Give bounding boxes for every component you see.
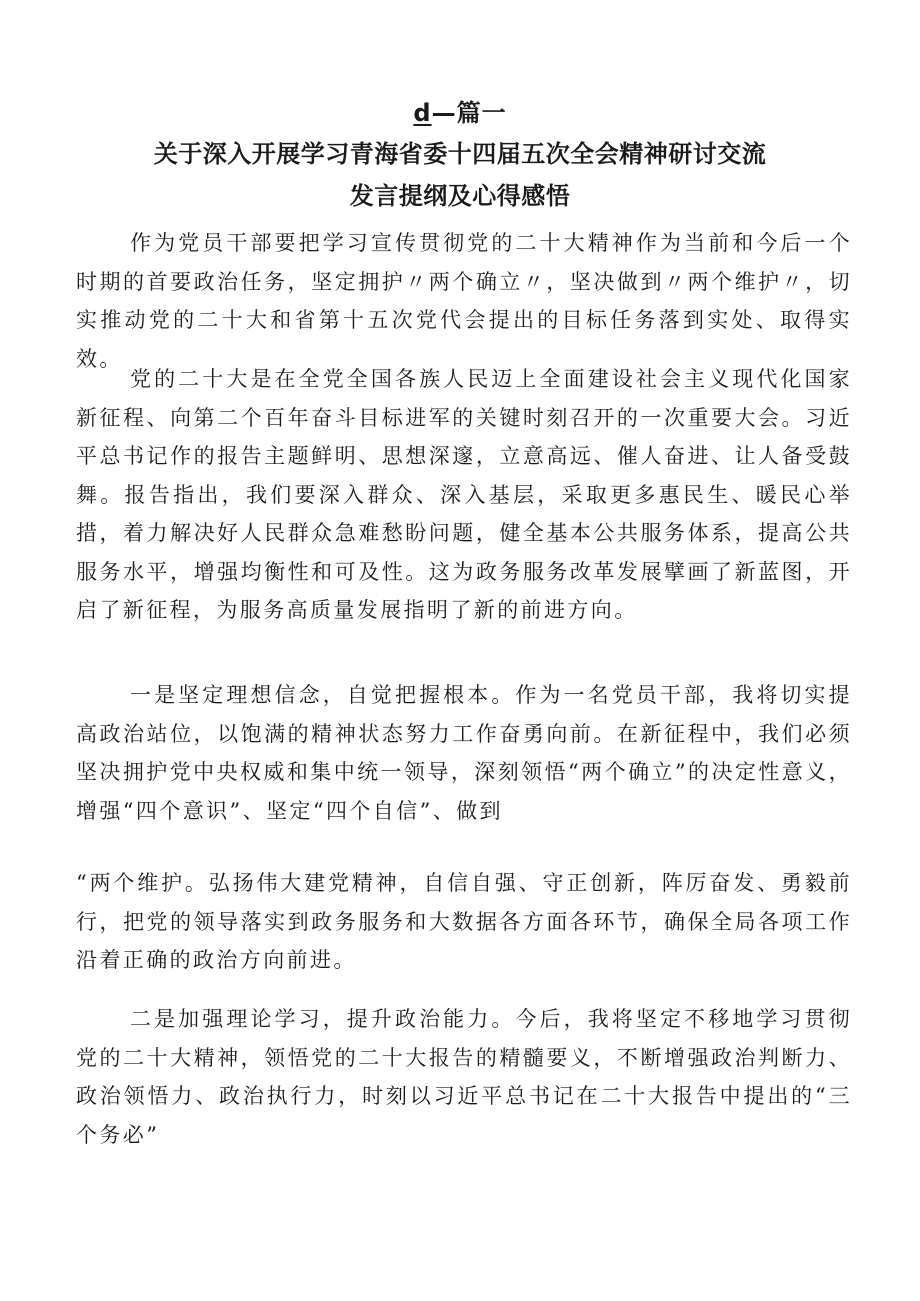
section-marker-letter: d [413,99,432,127]
paragraph-intro: 作为党员干部要把学习宣传贯彻党的二十大精神作为当前和今后一个时期的首要政治任务，坚定拥护〃两个确立〃，坚决做到〃两个维护〃，切实推动党的二十大和省第十五次党代会提出的目标任务落到实处、取得实效。 [76,231,852,371]
document-title-line-2: 发言提纲及心得感悟 [349,182,571,210]
document-title-line-1: 关于深入开展学习青海省委十四届五次全会精神研讨交流 [153,140,767,168]
paragraph-congress: 党的二十大是在全党全国各族人民迈上全面建设社会主义现代化国家新征程、向第二个百年奋斗目标进军的关键时刻召开的一次重要大会。习近平总书记作的报告主题鲜明、思想深邃，立意高远、催人奋进、让人备受鼓舞。报告指出，我们要深入群众、深入基层，采取更多惠民生、暖民心举措，着力解决好人民群众急难愁盼问题，健全基本公共服务体系，提高公共服务水平，增强均衡性和可及性。这为政务服务改革发展擘画了新蓝图，开启了新征程，为服务高质量发展指明了新的前进方向。 [76,367,852,622]
section-marker [0,98,920,128]
paragraph-point-one: 一是坚定理想信念，自觉把握根本。作为一名党员干部，我将切实提高政治站位，以饱满的精神状态努力工作奋勇向前。在新征程中，我们必须坚决拥护党中央权威和集中统一领导，深刻领悟“两个确立”的决定性意义，增强“四个意识”、坚定“四个自信”、做到 [76,683,852,823]
paragraph-point-one-continued: “两个维护。弘扬伟大建党精神，自信自强、守正创新，阵厉奋发、勇毅前行，把党的领导落实到政务服务和大数据各方面各环节，确保全局各项工作沿着正确的政治方向前进。 [76,871,852,972]
section-marker-label: —篇一 [431,99,507,127]
paragraph-point-two: 二是加强理论学习，提升政治能力。今后，我将坚定不移地学习贯彻党的二十大精神，领悟党的二十大报告的精髓要义，不断增强政治判断力、政治领悟力、政治执行力，时刻以习近平总书记在二十大报告中提出的“三个务必” [76,1007,852,1147]
